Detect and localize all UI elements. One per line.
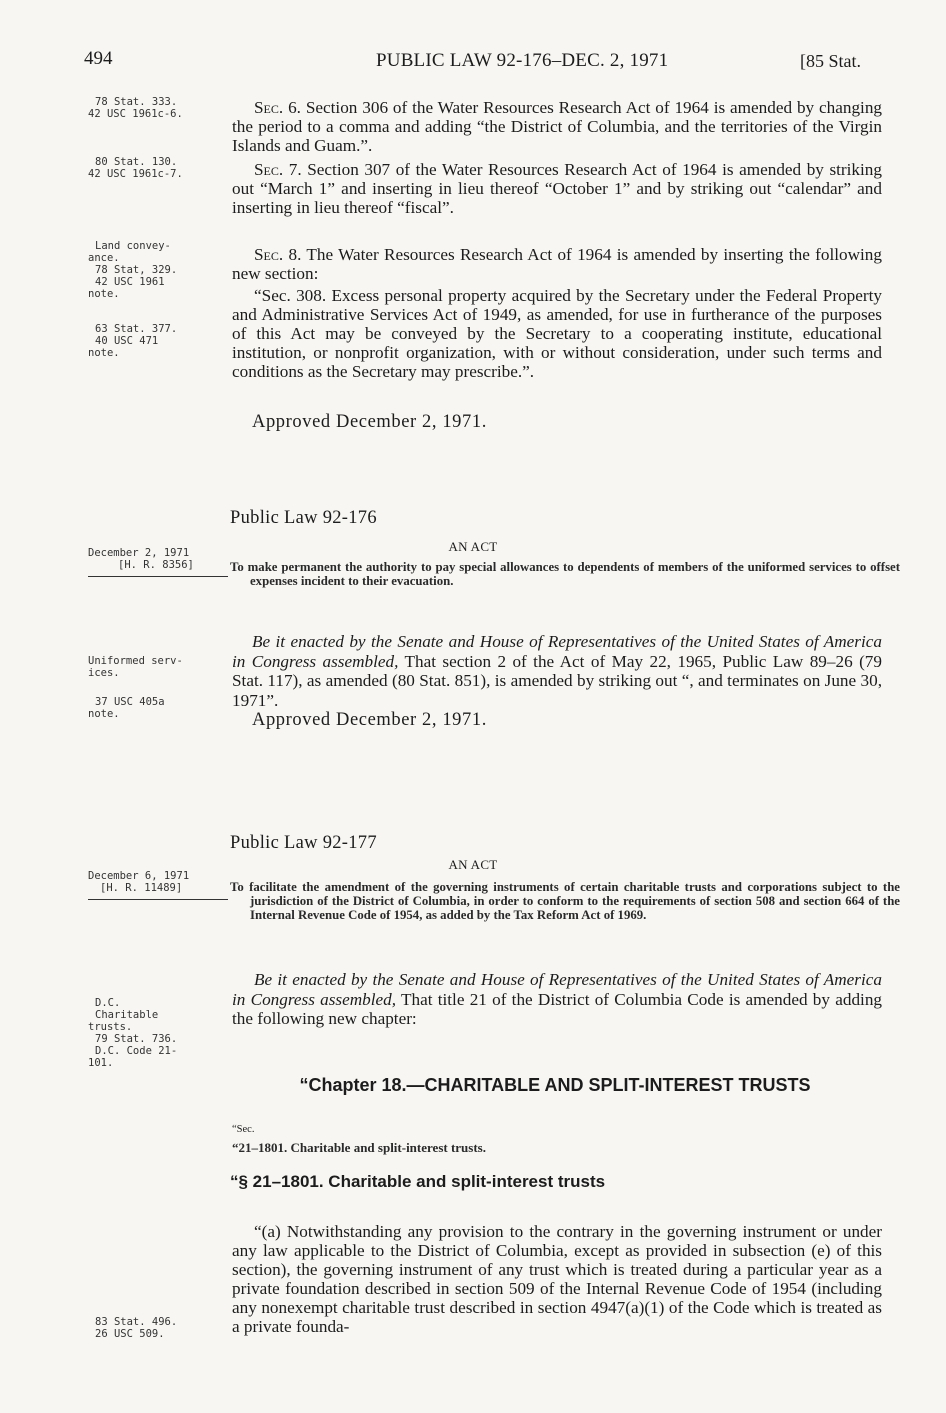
section-8: Sec. 8. The Water Resources Research Act of 1964 is amended by inserting the following new section: “Sec. 308. Excess personal property acquired by the Secretary under the Federal Property and Administrative Services Act of 1949, as amended, for use in furtherance of the purposes of this Act may be conveyed by the Secretary to a cooperating institute, educational institution, or nonprofit organization, with or without consideration, under such terms and conditions as the Secretary may prescribe.”. bbox=[232, 245, 882, 381]
section-7: Sec. 7. Section 307 of the Water Resources Research Act of 1964 is amended by striking out “March 1” and inserting in lieu thereof “October 1” and by striking out “calendar” and inserting in lieu thereof “fiscal”. bbox=[232, 160, 882, 217]
law-title: Public Law 92-177 bbox=[230, 833, 377, 853]
approval-date: Approved December 2, 1971. bbox=[252, 710, 487, 730]
divider-rule bbox=[88, 899, 228, 900]
chapter-heading: “Chapter 18.—CHARITABLE AND SPLIT-INTEREST TRUSTS bbox=[299, 1075, 811, 1095]
law-purpose: To make permanent the authority to pay special allowances to dependents of members of the uniformed services to offset expenses incident to their evacuation. bbox=[230, 560, 900, 588]
page-number: 494 bbox=[84, 48, 113, 69]
volume-reference: [85 Stat. bbox=[800, 51, 861, 71]
table-of-contents-entry: “21–1801. Charitable and split-interest trusts. bbox=[232, 1140, 486, 1155]
law-purpose: To facilitate the amendment of the governing instruments of certain charitable trusts and corporations subject to the jurisdiction of the District of Columbia, in order to conform to the requirements of section 508 and section 664 of the Internal Revenue Code of 1954, as added by the Tax Reform Act of 1969. bbox=[230, 880, 900, 922]
margin-note: 80 Stat. 130. 42 USC 1961c-7. bbox=[88, 156, 183, 180]
running-header: PUBLIC LAW 92-176–DEC. 2, 1971 bbox=[376, 50, 669, 71]
law-title: Public Law 92-176 bbox=[230, 508, 377, 528]
section-list-label: “Sec. bbox=[232, 1124, 255, 1135]
section-6: Sec. 6. Section 306 of the Water Resources Research Act of 1964 is amended by changing the period to a comma and adding “the District of Columbia, and the territories of the Virgin Islands and Guam.”. bbox=[232, 98, 883, 155]
margin-note: December 6, 1971 [H. R. 11489] bbox=[88, 870, 190, 894]
margin-note: 83 Stat. 496. 26 USC 509. bbox=[95, 1316, 178, 1340]
section-heading: “§ 21–1801. Charitable and split-interest trusts bbox=[230, 1172, 606, 1191]
margin-note: Uniformed serv- ices. bbox=[88, 655, 183, 679]
section-body: “(a) Notwithstanding any provision to the contrary in the governing instrument or under any law applicable to the District of Columbia, except as provided in subsection (e) of this section), the governing instrument of any trust which is treated during a particular year as a private foundation described in section 509 of the Internal Revenue Code of 1954 (including any nonexempt charitable trust described in section 4947(a)(1) of the Code which is treated as a private founda- bbox=[232, 1222, 882, 1336]
enacting-clause: Be it enacted by the Senate and House of Representatives of the United States of America in Congress assembled, That section 2 of the Act of May 22, 1965, Public Law 89–26 (79 Stat. 117), as amended (80 Stat. 851), is amended by striking out “, and terminates on June 30, 1971”. bbox=[232, 632, 882, 710]
margin-note: December 2, 1971 [H. R. 8356] bbox=[88, 547, 194, 571]
margin-note: 37 USC 405a note. bbox=[88, 696, 165, 720]
an-act-label: AN ACT bbox=[448, 857, 498, 872]
margin-note: 63 Stat. 377. 40 USC 471 note. bbox=[88, 323, 178, 359]
enacting-clause: Be it enacted by the Senate and House of Representatives of the United States of America in Congress assembled, That title 21 of the District of Columbia Code is amended by adding the following new chapter: bbox=[232, 970, 883, 1028]
margin-note: Land convey- ance. 78 Stat, 329. 42 USC 1961 note. bbox=[88, 240, 178, 300]
an-act-label: AN ACT bbox=[448, 539, 498, 554]
margin-note: D.C. Charitable trusts. 79 Stat. 736. D.C. Code 21- 101. bbox=[88, 997, 178, 1069]
divider-rule bbox=[88, 576, 228, 577]
margin-note: 78 Stat. 333. 42 USC 1961c-6. bbox=[88, 96, 183, 120]
approval-date: Approved December 2, 1971. bbox=[252, 412, 487, 432]
